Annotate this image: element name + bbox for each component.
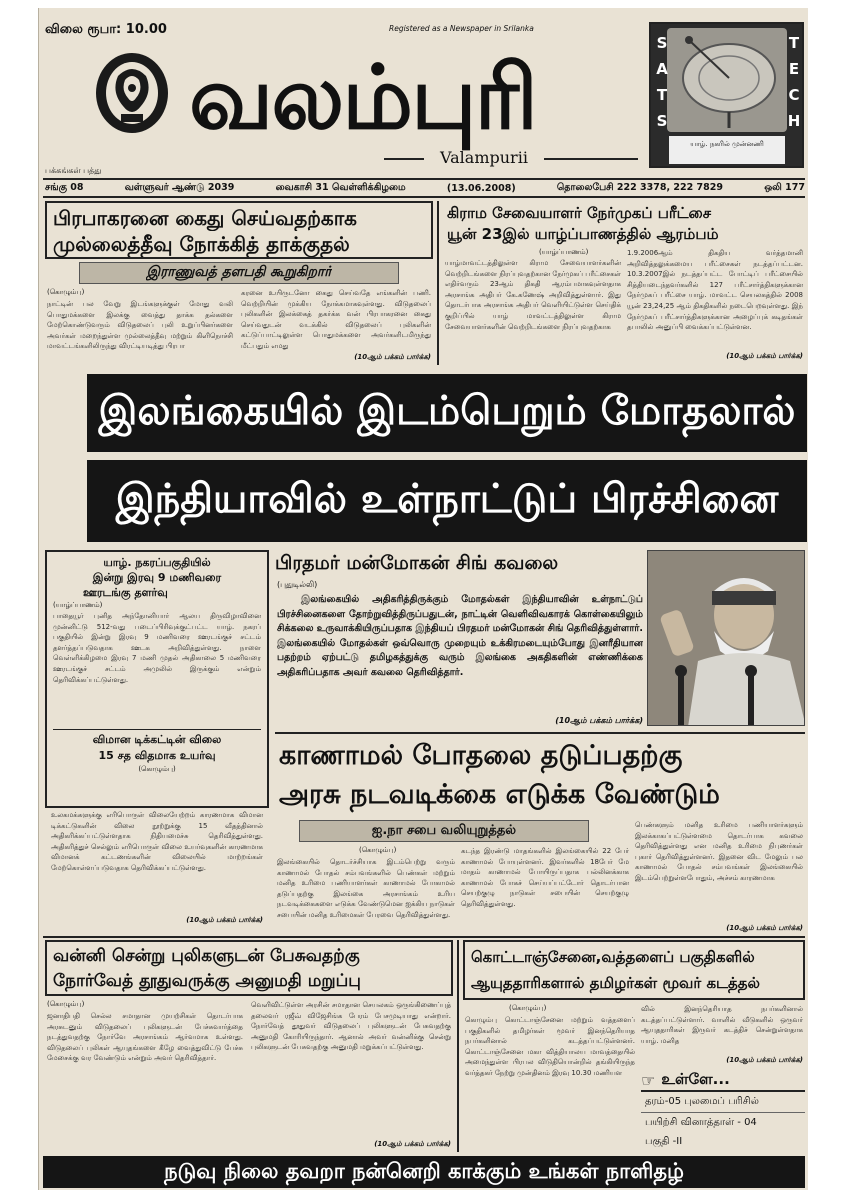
story-disappear-headline-line2: அரசு நடவடிக்கை எடுக்க வேண்டும்: [279, 779, 720, 810]
story-abduction-headline-line1: கொட்டாஞ்சேனை,வத்தளைப் பகுதிகளில்: [471, 948, 755, 966]
year-label: வள்ளுவர் ஆண்டு 2039: [124, 182, 235, 193]
story-airfare-body: உலகமக்களுக்கு எரிபொருள் விலையேற்றம் காரணமாக விமான டிக்கட்டுகளின் விலை நூற்றுக்கு 15 வீதத்தினால் அதிகரிக்கப்பட்டுள்ளதாக நிதியமைச்சு தெரிவித்துள்ளது. அதிகரித்துச் செல்லும் எரிபொருள் விலை உயர்வுகளின் காரணமாக விமானக் கட்டணங்களின் விலையில் மாற்றங்கள் மேற்கொள்ளப்படுவதாக தெரிவிக்கப்பட்டுள்ளது.: [51, 811, 263, 872]
story-arrest-subhead: இராணுவத் தளபதி கூறுகிறார்: [146, 264, 332, 280]
story-arrest-dateline: (கொழும்பு): [47, 288, 85, 296]
story-norway-dateline: (கொழும்பு): [47, 1000, 85, 1008]
story-curfew-box: [45, 550, 269, 808]
story-norway-headline-box: [45, 940, 453, 996]
story-disappear-headline-box: [275, 736, 805, 818]
ad-right-word: TECH: [787, 34, 801, 130]
story-disappear-col1: இலங்கையில் தொடர்ச்சியாக இடம்பெற்று வரும் காணாமல் போதல் சம்பவங்களில் பெண்கள் மற்றும் மனித உரிமை பணியாளர்கள் காணாமல் போகாமல் தடுப்பதற்கு இலங்கை அரசாங்கம் உரிய நடவடிக்கைகளை எடுக்க வேண்டுமென ஐக்கிய நாடுகள் சபையின் மனித உரிமைகள் பேரவை தெரிவித்துள்ளது.: [277, 858, 455, 919]
story-airfare-headline-line2: 15 சத விதமாக உயர்வு: [98, 749, 216, 762]
phone-label: தொலைபேசி 222 3378, 222 7829: [556, 182, 723, 193]
story-gs-exam-col2: 1.9.2006ஆம் திகதிய வர்த்தமானி அறிவித்தலுக்கமைய பரீட்சைகள் நடத்தப்பட்டன. 10.3.2007இல் நடத்தப்பட்ட போட்டிப் பரீட்சையில் சித்தியடைந்தவர்களில் 127 பரீட்சார்த்திகளுக்கான நேர்முகப் பரீட்சை யாழ். மாவட்ட செயலகத்தில் 2008 யூன் 23,24,25 ஆம் திகதிகளில் நடைபெறவுள்ளது. இந் நேர்முகப் பரீட்சார்த்திகளுக்கான அழைப்புக் கடிதங்கள் தபாலில் அனுப்பி வைக்கப்பட்டுள்ளன.: [627, 249, 803, 332]
story-pm-body: இலங்கையில் அதிகரித்திருக்கும் மோதல்கள் இந்தியாவின் உள்நாட்டுப் பிரச்சினைகளை தோற்றுவித்திருப்பதுடன், நாட்டின் வெளிவிவகாரக் கொள்கையிலும் சிக்கலை உருவாக்கியிருப்பதாக இந்தியப் பிரதமர் மன்மோகன் சிங் தெரிவித்துள்ளார். இலங்கையில் மோதல்கள் ஒவ்வொரு முறையும் உக்கிரமடையும்போது இனரீதியான பதற்றம் ஏற்பட்டு தமிழகத்துக்கு வரும் இலங்கை அகதிகளின் எண்ணிக்கை அதிகரிப்பதாக அவர் கவலை தெரிவித்தார்.: [277, 594, 643, 678]
story-disappear-more[interactable]: (10ஆம் பக்கம் பார்க்க): [726, 924, 803, 932]
price-label: விலை ரூபா: 10.00: [45, 22, 167, 37]
ad-caption: யாழ். நகரில் முன்னணி: [669, 136, 785, 164]
story-abduction-more[interactable]: (10ஆம் பக்கம் பார்க்க): [726, 1056, 803, 1064]
story-gs-exam-more[interactable]: (10ஆம் பக்கம் பார்க்க): [726, 352, 803, 360]
ad-left-word: SATS: [656, 34, 668, 130]
inside-item-3[interactable]: பகுதி -II: [645, 1136, 683, 1147]
story-curfew-headline-line2: இன்று இரவு 9 மணிவரை: [92, 571, 222, 584]
story-disappear-col2: கடந்த இரண்டு மாதங்களில் இலங்கையில் 22 பேர் காணாமல் போயுள்ளனர். இவர்களில் 18பேர் மே மாதம் காணாமல் போயிருப்பதாக பல்லினக்காக காணாமல் போகச் செய்யப்பட்டோர் தொடர்பான செயற்குழு நாடுகள் சபையின் செயற்குழு தெரிவித்துள்ளது.: [461, 847, 629, 908]
story-norway-col2: வெளிவிட்டுள்ள அரசின் சமாதான செயலகம் ஒருங்கிணைப்புத் தலைவர் ரஜீவ் விஜேசிங்க பேரம் பேசமுடியாது என்றார். நோர்வேத் தூதுவர் விடுதலைப் புலிகளுடன் பேசுவதற்கு அனுமதி கோரியிருந்தார். ஆனால் அவர் வன்னிக்கு சென்று புலிகளுடன் பேசுவதற்கு அனுமதி மறுக்கப்பட்டுள்ளது.: [251, 1001, 451, 1052]
story-pm-more[interactable]: (10ஆம் பக்கம் பார்க்க): [555, 716, 643, 725]
page-count: பக்கங்கள் பத்து: [45, 166, 102, 175]
story-arrest-col1: நாட்டின் பல வேறு இடங்களுக்குள் மோது வலி பொதுமக்களை இலக்கு வைத்து தாக்க தல்களை மேற்கொண்டுவரும் விடுதலைப் புலி உறுப்பினர்களை அவர்கள் மறைந்துள்ள முல்லைத்தீவு மற்றும் கிளிநொச்சி மாவட்டங்களிலிருந்து விரட்டியடித்து பிரபா: [47, 300, 233, 351]
story-abduction-col1: கொழும்பு கொட்டாஞ்சேனை மற்றும் வத்தளைப் பகுதிகளில் தமிழர்கள் மூவர் இனந்தெரியாத நபர்களினால் கடத்தப்பட்டுள்ளனர். கொட்டாஞ்சேனை மகா வித்தியாலய மாவத்தையில் அமைந்துள்ள பிரபல விடுதியொன்றில் தங்கியிருந்த வர்த்தகர் நேற்று முன்தினம் இரவு 10.30 மணியள: [465, 1016, 635, 1077]
story-curfew-dateline: (யாழ்ப்பாணம்): [53, 601, 103, 609]
story-abduction-col2: வில் இனந்தெரியாத நபர்களினால் கடத்தப்பட்டுள்ளார். வாளில் வீடுகளில் ஒருவர் ஆயுததாரிகள் இருவர் கடத்திச் சென்றுள்ளதாக யாழ். மனித: [641, 1005, 803, 1045]
day-label: வைகாசி 31 வெள்ளிக்கிழமை: [275, 182, 406, 193]
story-arrest-headline-line1: பிரபாகரனை கைது செய்வதற்காக: [53, 206, 357, 230]
story-arrest-headline-line2: முல்லைத்தீவு நோக்கித் தாக்குதல்: [53, 232, 350, 256]
story-disappear-subhead-box: [299, 820, 589, 842]
volume-label: சங்கு 08: [45, 182, 84, 193]
story-arrest-subhead-box: [79, 262, 399, 284]
story-norway-col1: ஜனாதிபதி செல்ல சமாதான முயற்சிகள் தொடர்பாக அரசுடனும் விடுதலைப் புலிகளுடன் பேச்சுவார்த்தை நடத்துவதற்கு நோர்வே அரசாங்கம் ஆர்வமாக உள்ளது. விடுதலைப் புலிகள் ஆயுதங்களை கீழே வைத்துவிட்டு பேச்சு மேசைக்கு வர வேண்டும் என்றும் அவர் தெரிவித்தார்.: [47, 1012, 243, 1063]
story-abduction-dateline: (கொழும்பு): [509, 1004, 547, 1012]
story-airfare-dateline: (கொழும்பு): [138, 765, 176, 773]
story-arrest-col2: கரனை உயிருடனோ கைது செய்வதே எங்களின் பணி. வெற்றியின் முக்கிய நோக்கமாகவுள்ளது. விடுதலைப் புலிகளின் இலக்கைத் தகர்க்க வன் பிரபாகரனை கைது செய்வதுடன் வடக்கில் விடுதலைப் புலிகளின் கட்டுப்பாட்டிலுள்ள பொதுமக்களை அவர்களிடமிருந்து மீட்பதும் எமது: [241, 289, 431, 350]
newspaper-page: [38, 8, 808, 1190]
footer-slogan: நடுவு நிலை தவறா நன்னெறி காக்கும் உங்கள் நாளிதழ்: [43, 1156, 805, 1188]
banner-headline-line2: இந்தியாவில் உள்நாட்டுப் பிரச்சினை: [87, 460, 807, 542]
story-curfew-headline-line3: ஊரடங்கு தளர்வு: [83, 586, 168, 599]
story-airfare-headline-line1: விமான டிக்கட்டின் விலை: [92, 733, 222, 746]
story-abduction-headline-line2: ஆயுததாரிகளால் தமிழர்கள் மூவர் கடத்தல்: [471, 974, 760, 992]
masthead-english-name: Valampurii: [440, 148, 528, 167]
story-gs-exam-col1: யாழ்மாவட்டத்திலுள்ள கிராம சேவையாளர்களின் வெற்றிடங்களை நிரப்புவதற்கான நேர்முகப் பரீட்சைகள் எதிர்வரும் 23ஆம் திகதி ஆரம்பமாகவுள்ளதாக அரசாங்க அதிபர் கே.கணேஷ் அறிவித்துள்ளார். இது தொடர்பாக அரசாங்க அதிபர் வெளியிட்டுள்ள செய்திக் குறிப்பில் யாழ் மாவட்டத்திலுள்ள கிராம சேவையாளர்களின் வெற்றிடங்களை நிரப்புவதற்காக: [445, 259, 621, 331]
story-pm-dateline: (புதுடில்லி): [277, 580, 318, 589]
registration-note: Registered as a Newspaper in Srilanka: [389, 24, 534, 33]
inside-item-1[interactable]: தரம்-05 புலமைப் பரிசில்: [641, 1092, 805, 1113]
inside-item-2[interactable]: பயிற்சி வினாத்தாள் - 04: [645, 1117, 757, 1128]
date-label: (13.06.2008): [446, 182, 516, 194]
conch-logo: [91, 48, 173, 138]
story-disappear-headline-line1: காணாமல் போதலை தடுப்பதற்கு: [279, 740, 683, 771]
story-gs-exam-headline-line1: கிராம சேவையாளர் நேர்முகப் பரீட்சை: [447, 204, 712, 222]
satellite-dish-icon: [667, 28, 787, 132]
story-disappear-subhead: ஐ.நா சபை வலியுறுத்தல்: [371, 823, 517, 838]
story-curfew-headline-line1: யாழ். நகரப்பகுதியில்: [103, 556, 211, 569]
sats-tech-ad: [649, 22, 804, 168]
story-gs-exam-dateline: (யாழ்ப்பாணம்): [539, 248, 589, 256]
story-norway-headline-line2: நோர்வேத் தூதுவருக்கு அனுமதி மறுப்பு: [53, 971, 361, 991]
story-gs-exam-headline-line2: யூன் 23இல் யாழ்ப்பாணத்தில் ஆரம்பம்: [447, 225, 719, 243]
issue-label: ஒலி 177: [764, 182, 805, 193]
story-disappear-dateline: (கொழும்பு): [359, 846, 397, 854]
story-pm-headline: பிரதமர் மன்மோகன் சிங் கவலை: [275, 552, 559, 574]
story-arrest-more[interactable]: (10ஆம் பக்கம் பார்க்க): [354, 353, 431, 361]
inside-box: [641, 1070, 805, 1152]
story-norway-more[interactable]: (10ஆம் பக்கம் பார்க்க): [374, 1140, 451, 1148]
story-disappear-col3: பெண்களும் மனித உரிமை பணியாளர்களும் இலக்காகப்பட்டுள்ளமை தொடர்பாக கவலை தெரிவித்துள்ளது என மனித உரிமை நிபுணர்கள் புகார் தெரிவித்துள்ளனர். இதனை விட மேலும் பல காணாமல் போதல் சம்பவங்கள் இலங்கையில் இடம்பெற்றுள்ளபோதும், அச்சம் காரணமாக: [635, 821, 803, 882]
story-norway-headline-line1: வன்னி சென்று புலிகளுடன் பேசுவதற்கு: [53, 946, 360, 966]
pm-photo: [647, 550, 805, 726]
masthead-title: வலம்புரி: [189, 46, 536, 149]
story-gs-exam-headline-box: [443, 201, 805, 247]
story-airfare-more[interactable]: (10ஆம் பக்கம் பார்க்க): [186, 916, 263, 924]
date-bar: [45, 180, 805, 196]
story-arrest-headline-box: [45, 201, 433, 259]
story-curfew-body: பாதையூர் புனித அந்தோனியார் ஆலய திருவிழாவினை முன்னிட்டு 512-வது படைப்பிரிவுக்குட்பட்ட யாழ். நகரப் பகுதியில் இன்று இரவு 9 மணிவரை ஊரடங்குச் சட்டம் தளர்த்தப்படுவதாக ஊடக அறிவித்துள்ளது. நாளை வெள்ளிக்கிழமை இரவு 7 மணி முதல் அதிகாலை 5 மணிவரை ஊரடங்குச் சட்டம் அமுலில் இருக்கும் என்றும் தெரிவிக்கப்பட்டுள்ளது.: [53, 612, 261, 684]
banner-headline-line1: இலங்கையில் இடம்பெறும் மோதலால்: [87, 374, 807, 452]
pointing-hand-icon: ☞: [641, 1070, 656, 1090]
inside-title: உள்ளே...: [661, 1070, 730, 1088]
story-abduction-headline-box: [463, 940, 805, 1000]
